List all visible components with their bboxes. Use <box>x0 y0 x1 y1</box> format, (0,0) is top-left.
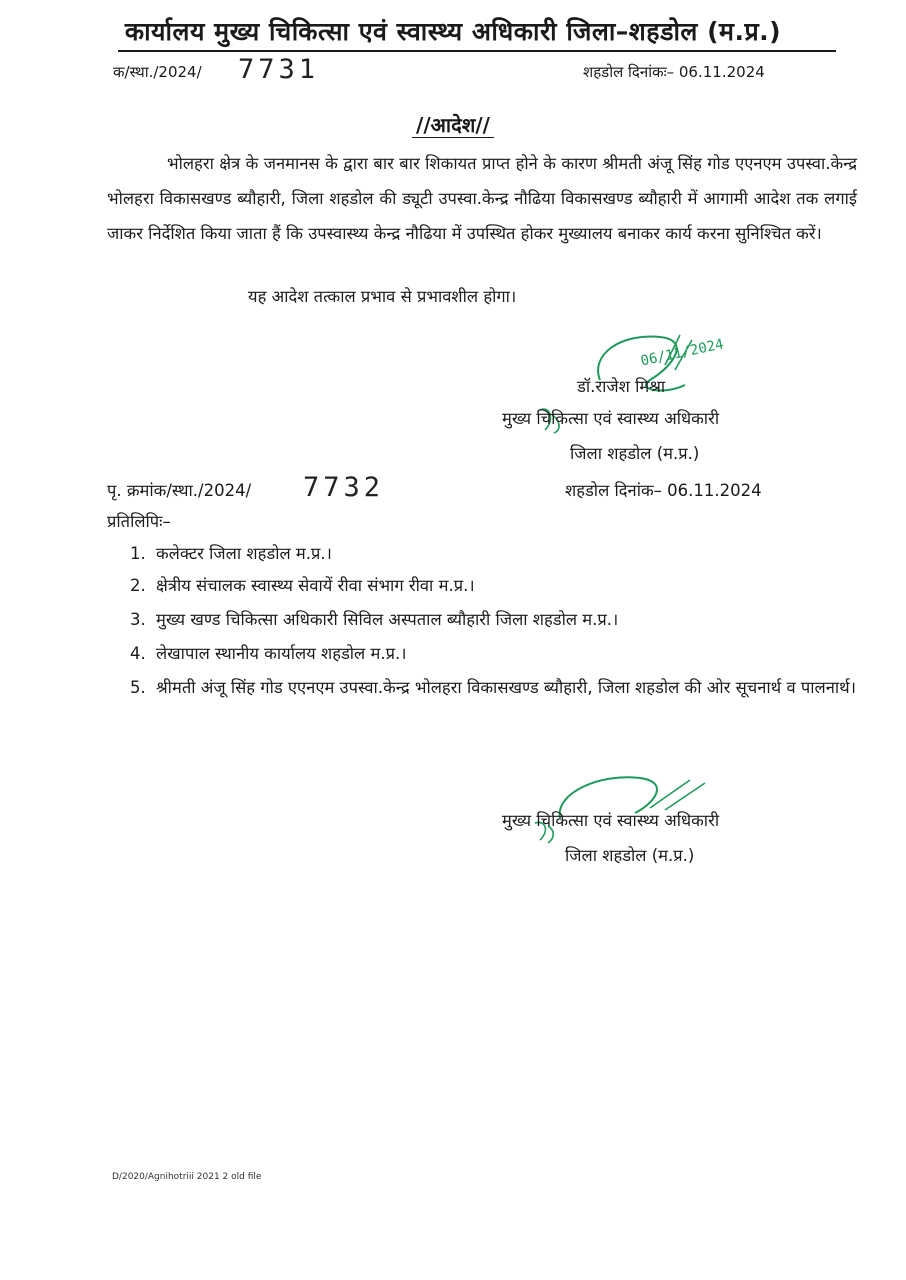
copy-item: 1. कलेक्टर जिला शहडोल म.प्र.। <box>130 544 332 563</box>
endorsement-date: शहडोल दिनांक– 06.11.2024 <box>565 481 762 500</box>
copy-label: प्रतिलिपिः– <box>107 512 171 531</box>
order-date: शहडोल दिनांकः– 06.11.2024 <box>583 63 765 81</box>
signature-1-date: 06/11/2024 <box>639 336 726 370</box>
signatory-designation: मुख्य चिकित्सा एवं स्वास्थ्य अधिकारी <box>502 409 720 428</box>
signatory-2-designation: मुख्य चिकित्सा एवं स्वास्थ्य अधिकारी <box>502 811 720 830</box>
order-body <box>107 146 857 251</box>
copy-list <box>130 536 858 720</box>
copy-item: 4. लेखापाल स्थानीय कार्यालय शहडोल म.प्र.। <box>130 644 407 663</box>
copy-item: 3. मुख्य खण्ड चिकित्सा अधिकारी सिविल अस्पताल ब्यौहारी जिला शहडोल म.प्र.। <box>130 610 619 629</box>
signatory-2-office: जिला शहडोल (म.प्र.) <box>565 846 695 865</box>
signatory-name: डॉ.राजेश मिश्रा <box>577 377 666 396</box>
file-reference-note: D/2020/Agnihotriii 2021 2 old file <box>112 1172 262 1182</box>
order-ref-prefix: क/स्था./2024/ <box>113 63 202 81</box>
office-title: कार्यालय मुख्य चिकित्सा एवं स्वास्थ्य अधिकारी जिला–शहडोल (म.प्र.) <box>124 17 782 46</box>
header-underline <box>118 50 836 52</box>
copy-item: 2. क्षेत्रीय संचालक स्वास्थ्य सेवायें रीवा संभाग रीवा म.प्र.। <box>130 576 475 595</box>
copy-item: 5. श्रीमती अंजू सिंह गोड एएनएम उपस्वा.केन्द्र भोलहरा विकासखण्ड ब्यौहारी, जिला शहडोल की ओर सूचनार्थ व पालनार्थ। <box>130 678 856 697</box>
endorsement-ref-number: 7732 <box>303 472 385 503</box>
order-effect: यह आदेश तत्काल प्रभाव से प्रभावशील होगा। <box>248 287 517 306</box>
order-body-text: भोलहरा क्षेत्र के जनमानस के द्वारा बार बार शिकायत प्राप्त होने के कारण श्रीमती अंजू सिंह गोड एएनएम उपस्वा.केन्द्र भोलहरा विकासखण्ड ब्यौहारी, जिला शहडोल की ड्यूटी उपस्वा.केन्द्र नौढिया विकासखण्ड ब्यौहारी में आगामी आदेश तक लगाई जाकर निर्देशित किया जाता हैं कि उपस्वास्थ्य केन्द्र नौढिया में उपस्थित होकर मुख्यालय बनाकर कार्य करना सुनिश्चित करें। <box>107 154 857 243</box>
order-ref-number: 7731 <box>238 54 320 85</box>
signatory-office: जिला शहडोल (म.प्र.) <box>570 444 700 463</box>
order-heading: //आदेश// <box>0 111 906 138</box>
endorsement-ref-prefix: पृ. क्रमांक/स्था./2024/ <box>107 481 252 500</box>
